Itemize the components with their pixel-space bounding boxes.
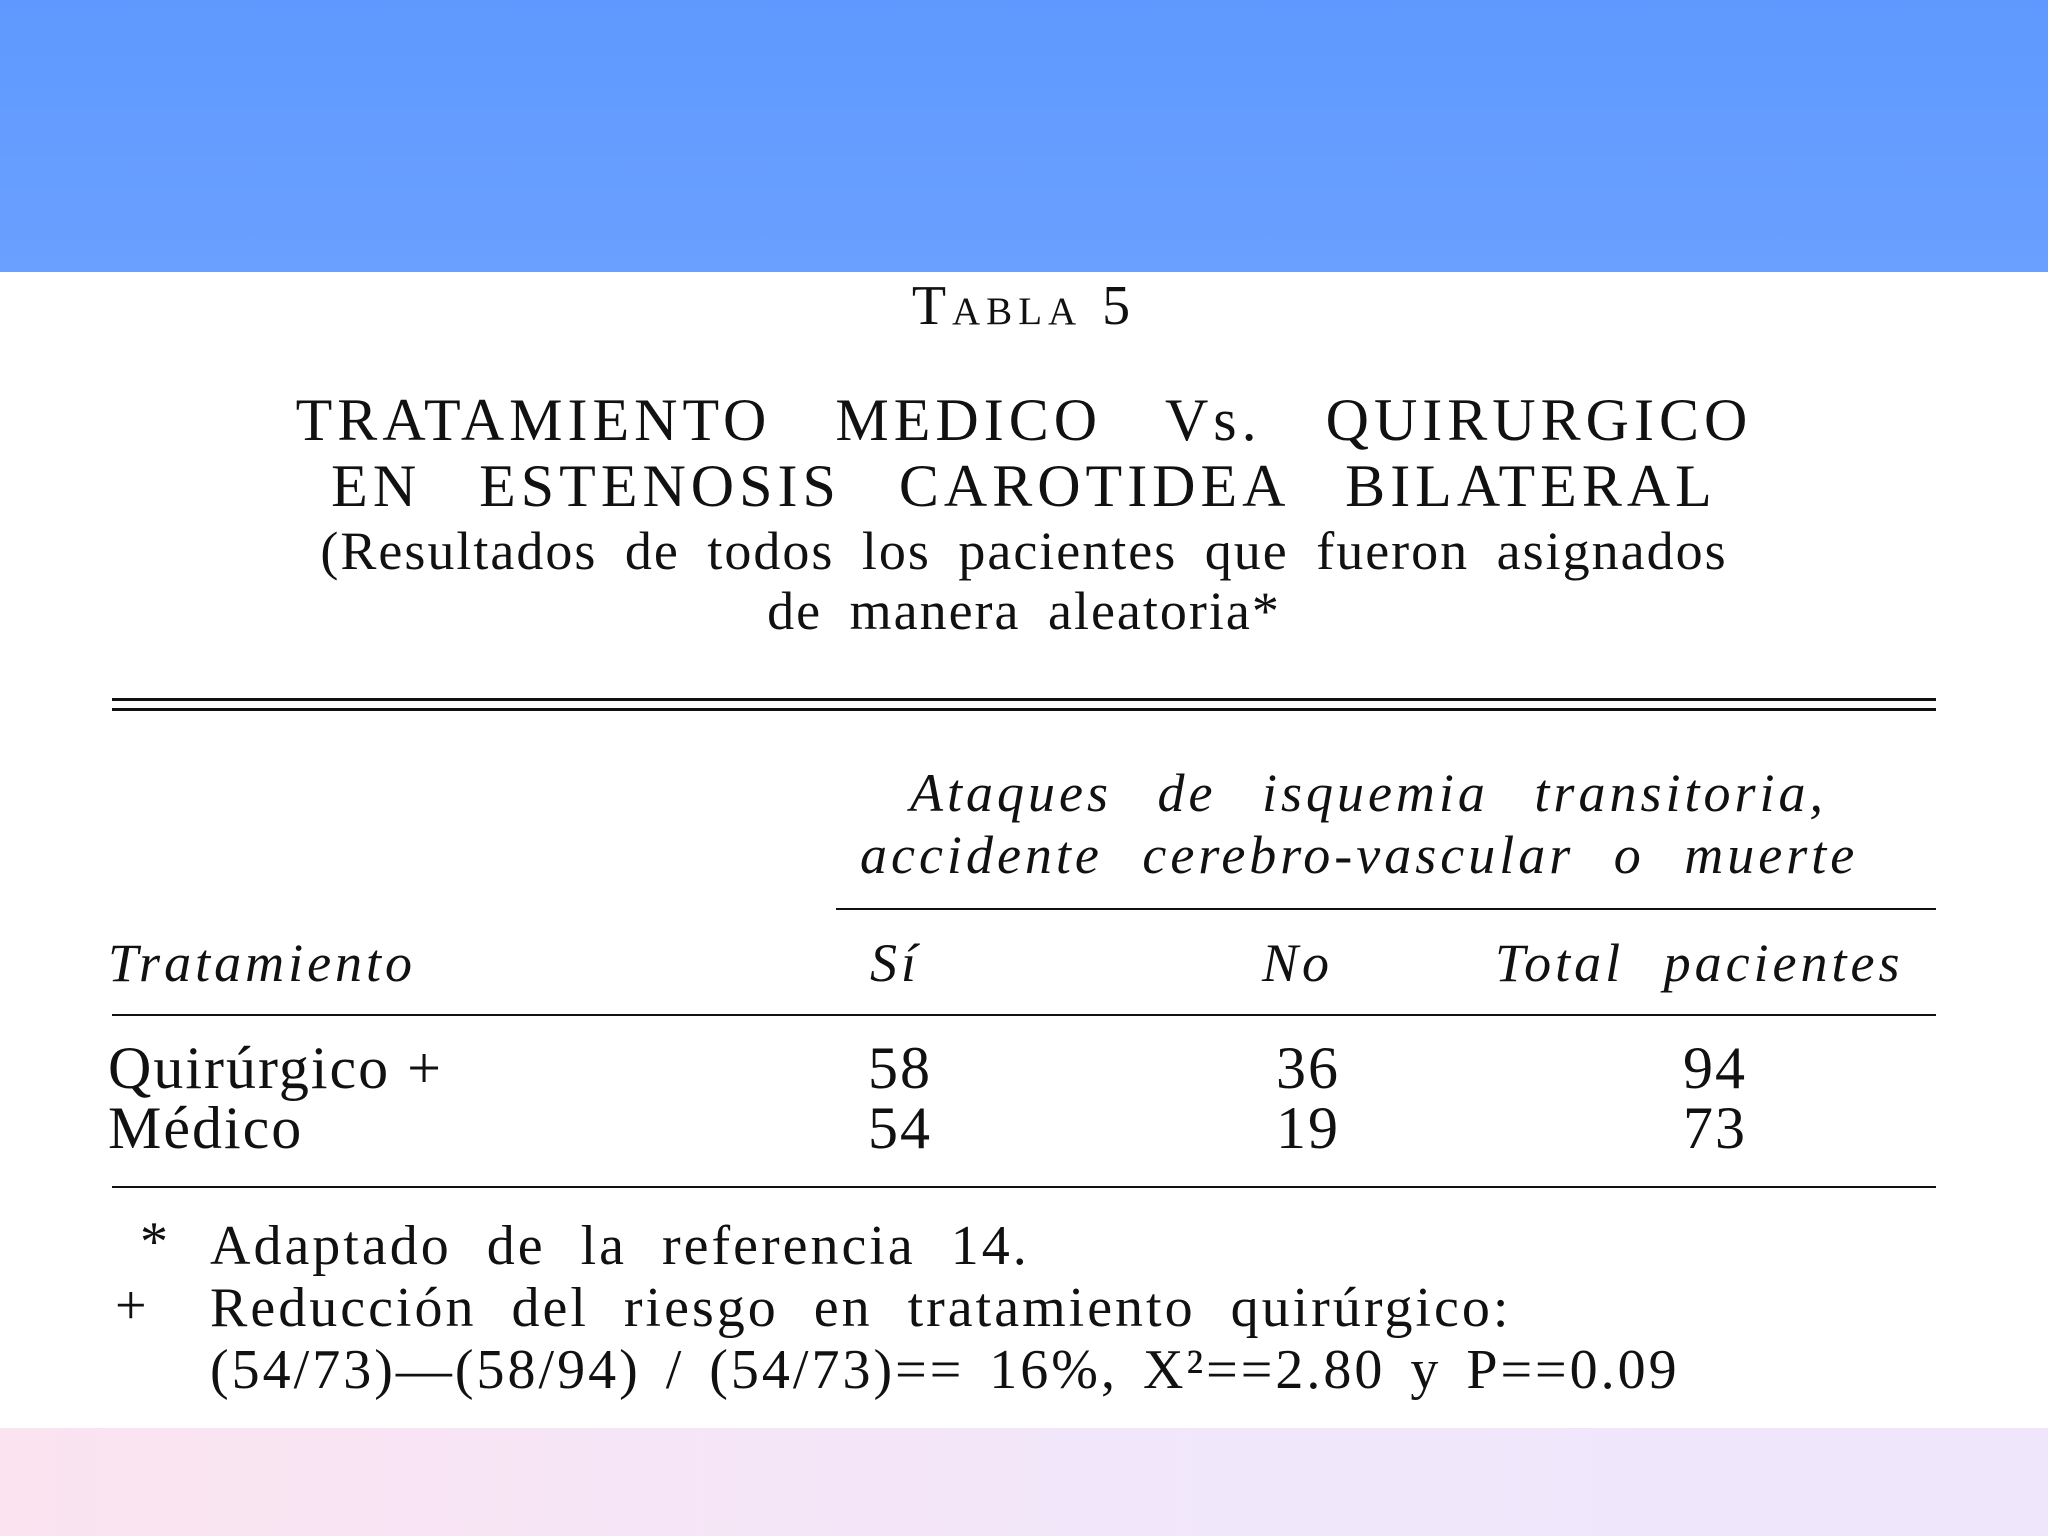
document-page [0,272,2048,1428]
cell-total: 73 [1683,1095,1747,1161]
footnote-2-text: Reducción del riesgo en tratamiento quirúrgico: [210,1277,1512,1339]
footnote-1-mark: * [140,1211,168,1273]
bottom-rule [112,1186,1936,1188]
top-rule-lower [112,708,1936,711]
top-rule-upper [112,698,1936,701]
cell-treatment: Médico [108,1095,304,1161]
column-header-si: Sí [870,933,921,993]
cell-si: 54 [868,1095,932,1161]
spanning-header-line-1: Ataques de isquemia transitoria, [910,763,1827,823]
table-subtitle-line-2: de manera aleatoria* [767,581,1281,641]
top-header-band [0,0,2048,272]
bottom-footer-band [0,1428,2048,1536]
column-header-tratamiento: Tratamiento [108,933,417,993]
table-label: Tabla 5 [911,275,1137,337]
spanning-header-line-2: accidente cerebro-vascular o muerte [860,825,1859,885]
footnote-1-text: Adaptado de la referencia 14. [210,1215,1030,1277]
column-header-total-pacientes: Total pacientes [1495,933,1904,993]
footnote-2-formula: (54/73)—(58/94) / (54/73)== 16%, X²==2.80 y P==0.09 [210,1339,1680,1401]
footnote-2-mark: + [115,1275,147,1337]
cell-no: 19 [1276,1095,1340,1161]
cell-total: 94 [1683,1035,1747,1101]
cell-si: 58 [868,1035,932,1101]
column-header-rule [112,1014,1936,1016]
spanning-header-rule [836,908,1936,910]
cell-treatment: Quirúrgico + [108,1035,444,1101]
table-title-line-2: EN ESTENOSIS CAROTIDEA BILATERAL [331,453,1717,519]
cell-no: 36 [1276,1035,1340,1101]
table-subtitle-line-1: (Resultados de todos los pacientes que fueron asignados [320,521,1728,581]
table-title-line-1: TRATAMIENTO MEDICO Vs. QUIRURGICO [295,387,1753,453]
column-header-no: No [1262,933,1334,993]
